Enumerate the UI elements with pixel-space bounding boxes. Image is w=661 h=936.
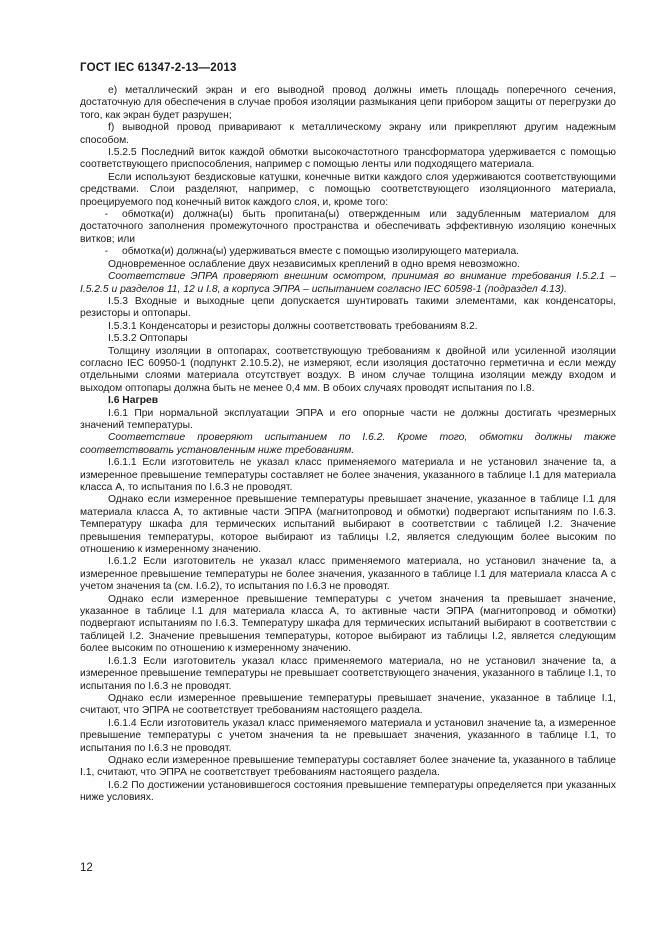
dash-marker: -	[104, 209, 108, 221]
dash-item-text: обмотка(и) должна(ы) удерживаться вместе с помощью изолирующего материала.	[122, 246, 520, 258]
paragraph: Толщину изоляции в оптопарах, соответствующую требованиям к двойной или усиленной изоляции согласно IEC 60950-1 (подпункт 2.10.5.2), не измеряют, если изоляция достаточно герметична и если между отдельными слоями материала отсутствует воздух. В ином случае толщина изоляции между входом и выходом оптопары должна быть не менее 0,4 мм. В обоих случаях проводят испытания по I.8.	[80, 345, 616, 394]
paragraph: I.6.2 По достижении установившегося состояния превышение температуры определяется при указанных ниже условиях.	[80, 779, 616, 804]
paragraph: Однако если измеренное превышение температуры составляет более значение tа, указанного в таблице I.1, считают, что ЭПРА не соответствует требованиям настоящего раздела.	[80, 754, 616, 779]
dash-marker: -	[104, 246, 108, 258]
dash-list-item	[80, 209, 616, 246]
document-body	[80, 85, 616, 805]
paragraph: I.6.1.4 Если изготовитель указал класс применяемого материала и установил значение tа, а измеренное превышение температуры с учетом значения tа не превышает значения, указанного в таблице I.1, то испытания по I.6.3 не проводят.	[80, 717, 616, 754]
paragraph: f) выводной провод приваривают к металлическому экрану или прикрепляют другим надежным способом.	[80, 122, 616, 146]
paragraph: Однако если измеренное превышение температуры превышает значение, указанное в таблице I.1, считают, что ЭПРА не соответствует требованиям настоящего раздела.	[80, 692, 616, 717]
dash-list-item	[80, 246, 616, 258]
paragraph: Однако если измеренное превышение температуры с учетом значения tа превышает значение, указанное в таблице I.1 для материала класса А, то активные части ЭПРА (магнитопровод и обмотки) подвергают испытаниям по I.6.3. Температуру шкафа для термических испытаний выбирают в соответствии с таблицей I.2. Значение превышения температуры, которое выбирают из таблицы I.2, является следующим более высоким по отношению к измеренному значению.	[80, 593, 616, 655]
paragraph: Однако если измеренное превышение температуры превышает значение, указанное в таблице I.1 для материала класса А, то активные части ЭПРА (магнитопровод и обмотки) подвергают испытаниям по I.6.3. Температуру шкафа для термических испытаний выбирают в соответствии с таблицей I.2. Значение превышения температуры, которое выбирают из таблицы I.2, является следующим более высоким по отношению к измеренному значению.	[80, 494, 616, 556]
document-header: ГОСТ IEC 61347-2-13—2013	[80, 62, 237, 74]
paragraph: I.6.1 При нормальной эксплуатации ЭПРА и его опорные части не должны достигать чрезмерных значений температуры.	[80, 407, 616, 431]
section-heading: I.6 Нагрев	[108, 395, 159, 407]
paragraph: I.5.3.1 Конденсаторы и резисторы должны соответствовать требованиям 8.2.	[108, 320, 478, 332]
paragraph: Одновременное ослабление двух независимых креплений в одно время невозможно.	[108, 258, 520, 270]
paragraph: I.5.3 Входные и выходные цепи допускается шунтировать такими элементами, как конденсаторы, резисторы и оптопары.	[80, 295, 616, 320]
dash-item-text: обмотка(и) должна(ы) быть пропитана(ы) отвержденным или задубленным материалом для достаточного заполнения промежуточного пространства и обеспечивать эффективную изоляцию конечных витков; или	[80, 209, 616, 245]
paragraph: I.6.1.3 Если изготовитель указал класс применяемого материала, но не установил значение tа, а измеренное превышение температуры не превышает соответствующего значения, указанного в таблице I.1, то испытания по I.6.3 не проводят.	[80, 655, 616, 692]
compliance-paragraph: Соответствие проверяют испытанием по I.6.2. Кроме того, обмотки должны также соответствовать установленным ниже требованиям.	[80, 432, 616, 456]
page-number: 12	[80, 862, 93, 874]
paragraph: e) металлический экран и его выводной провод должны иметь площадь поперечного сечения, достаточную для обеспечения в случае пробоя изоляции размыкания цепи прибором защиты от перегрузки до того, как экран будет разрушен;	[80, 85, 616, 121]
paragraph: I.5.2.5 Последний виток каждой обмотки высокочастотного трансформатора удерживается с помощью соответствующего приспособления, например с помощью ленты или подходящего материала.	[80, 147, 616, 171]
subsection-title: I.5.3.2 Оптопары	[108, 333, 188, 345]
paragraph: I.6.1.1 Если изготовитель не указал класс применяемого материала и не установил значение tа, а измеренное превышение температуры составляет не более значения, указанного в таблице I.1 для материала класса А, то испытания по I.6.3 не проводят.	[80, 457, 616, 493]
paragraph: I.6.1.2 Если изготовитель не указал класс применяемого материала, но установил значение tа, а измеренное превышение температуры не более значения, указанного в таблице I.1 для материала класса А с учетом значения tа (см. I.6.2), то испытания по I.6.3 не проводят.	[80, 556, 616, 593]
compliance-paragraph: Соответствие ЭПРА проверяют внешним осмотром, принимая во внимание требования I.5.2.1 –I.5.2.5 и разделов 11, 12 и I.8, а корпуса ЭПРА – испытанием согласно IEC 60598-1 (подраздел 4.13).	[80, 271, 616, 295]
paragraph: Если используют бездисковые катушки, конечные витки каждого слоя удерживаются соответствующими средствами. Слои разделяют, например, с помощью соответствующего изоляционного материала, проецируемого под конечный виток каждого слоя, и, кроме того:	[80, 171, 616, 208]
